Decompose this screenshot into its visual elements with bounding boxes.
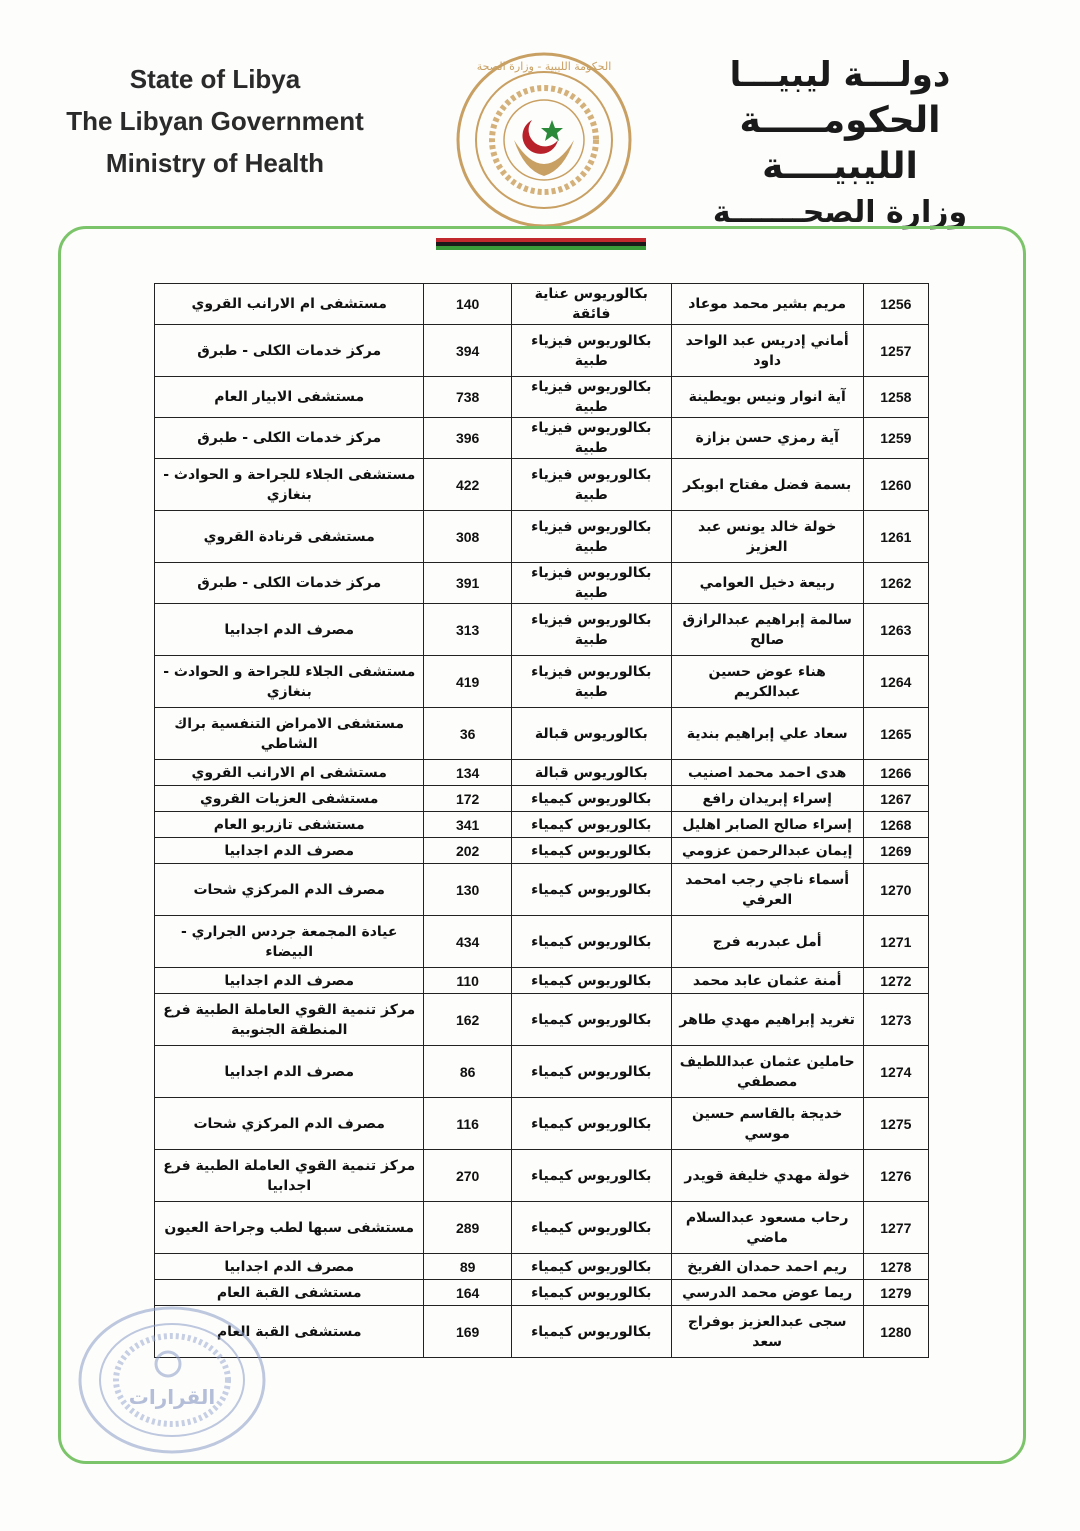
row-number: 1262	[863, 563, 928, 604]
row-degree: بكالوريوس فيزياء طبية	[511, 325, 671, 377]
row-degree: بكالوريوس كيمياء	[511, 864, 671, 916]
table-row	[155, 760, 929, 786]
row-score: 391	[424, 563, 511, 604]
row-degree: بكالوريوس فيزياء طبية	[511, 511, 671, 563]
row-score: 202	[424, 838, 511, 864]
row-name: سجى عبدالعزيز بوفراج سعد	[671, 1306, 863, 1358]
row-degree: بكالوريوس فيزياء طبية	[511, 418, 671, 459]
row-number: 1265	[863, 708, 928, 760]
row-place: مستشفى الابيار العام	[155, 377, 424, 418]
row-name: أمل عبدربه فرج	[671, 916, 863, 968]
header-arabic-line-1: دولـــة ليبيـــا	[729, 55, 951, 95]
row-degree: بكالوريوس كيمياء	[511, 1098, 671, 1150]
row-score: 140	[424, 284, 511, 325]
row-number: 1261	[863, 511, 928, 563]
row-name: حاملين عثمان عبداللطيف مصطفي	[671, 1046, 863, 1098]
row-degree: بكالوريوس كيمياء	[511, 1306, 671, 1358]
row-number: 1274	[863, 1046, 928, 1098]
table-row	[155, 812, 929, 838]
row-number: 1277	[863, 1202, 928, 1254]
row-place: مصرف الدم المركزي شحات	[155, 864, 424, 916]
table-row	[155, 511, 929, 563]
row-degree: بكالوريوس فيزياء طبية	[511, 563, 671, 604]
table-row	[155, 604, 929, 656]
table-row	[155, 1046, 929, 1098]
row-score: 169	[424, 1306, 511, 1358]
row-degree: بكالوريوس كيمياء	[511, 994, 671, 1046]
row-name: خولة خالد يونس عبد العزيز	[671, 511, 863, 563]
row-place: مستشفى العزيات القروي	[155, 786, 424, 812]
row-name: إسراء إبريدان رافع	[671, 786, 863, 812]
row-name: أسماء ناجي رجب امحمد العرفي	[671, 864, 863, 916]
row-place: مركز تنمية القوي العاملة الطبية فرع اجدابيا	[155, 1150, 424, 1202]
row-degree: بكالوريوس فيزياء طبية	[511, 377, 671, 418]
row-score: 341	[424, 812, 511, 838]
row-degree: بكالوريوس كيمياء	[511, 1202, 671, 1254]
row-number: 1279	[863, 1280, 928, 1306]
row-place: مستشفى ام الارانب القروي	[155, 760, 424, 786]
stamp-text: القرارات	[128, 1385, 216, 1409]
table-row	[155, 838, 929, 864]
row-name: آية انوار ونيس بويطينة	[671, 377, 863, 418]
row-name: ريما عوض محمد الدرسي	[671, 1280, 863, 1306]
row-place: مصرف الدم اجدابيا	[155, 1254, 424, 1280]
header-arabic-line-2: الحكومـــــة الليبيــــة	[739, 100, 941, 187]
row-number: 1271	[863, 916, 928, 968]
row-degree: بكالوريوس كيمياء	[511, 812, 671, 838]
row-number: 1280	[863, 1306, 928, 1358]
header-english	[60, 58, 370, 184]
row-score: 89	[424, 1254, 511, 1280]
row-number: 1257	[863, 325, 928, 377]
row-name: ريم احمد حمدان الفريخ	[671, 1254, 863, 1280]
row-score: 313	[424, 604, 511, 656]
row-degree: بكالوريوس فيزياء طبية	[511, 459, 671, 511]
row-place: مركز خدمات الكلى - طبرق	[155, 418, 424, 459]
table-row	[155, 656, 929, 708]
decisions-stamp-icon	[72, 1300, 272, 1460]
government-seal-icon	[452, 48, 636, 232]
header-english-line-3: Ministry of Health	[105, 148, 325, 178]
table-row	[155, 1254, 929, 1280]
row-score: 162	[424, 994, 511, 1046]
row-score: 394	[424, 325, 511, 377]
row-place: مستشفى الجلاء للجراحة و الحوادث - بنغازي	[155, 656, 424, 708]
row-score: 134	[424, 760, 511, 786]
row-score: 289	[424, 1202, 511, 1254]
row-place: مصرف الدم المركزي شحات	[155, 1098, 424, 1150]
table-row	[155, 1202, 929, 1254]
table-row	[155, 968, 929, 994]
row-place: مستشفى الجلاء للجراحة و الحوادث - بنغازي	[155, 459, 424, 511]
table-row	[155, 916, 929, 968]
row-score: 172	[424, 786, 511, 812]
row-score: 434	[424, 916, 511, 968]
table-row	[155, 377, 929, 418]
row-degree: بكالوريوس قبالة	[511, 708, 671, 760]
table-row	[155, 1098, 929, 1150]
row-name: أمنة عثمان عابد محمد	[671, 968, 863, 994]
header-english-line-2: The Libyan Government	[66, 106, 364, 136]
row-name: مريم بشير محمد موعاد	[671, 284, 863, 325]
seal-text: الحكومة الليبية - وزارة الصحة	[476, 60, 612, 73]
candidates-table	[154, 283, 929, 1358]
table-row	[155, 563, 929, 604]
row-place: مركز خدمات الكلى - طبرق	[155, 563, 424, 604]
row-place: مركز خدمات الكلى - طبرق	[155, 325, 424, 377]
row-degree: بكالوريوس كيمياء	[511, 1280, 671, 1306]
row-number: 1267	[863, 786, 928, 812]
table-row	[155, 1150, 929, 1202]
row-name: هناء عوض حسين عبدالكريم	[671, 656, 863, 708]
row-score: 308	[424, 511, 511, 563]
row-place: مصرف الدم اجدابيا	[155, 1046, 424, 1098]
row-degree: بكالوريوس كيمياء	[511, 838, 671, 864]
row-number: 1278	[863, 1254, 928, 1280]
table-row	[155, 708, 929, 760]
row-name: رحاب مسعود عبدالسلام ماضي	[671, 1202, 863, 1254]
row-score: 164	[424, 1280, 511, 1306]
row-number: 1263	[863, 604, 928, 656]
row-number: 1264	[863, 656, 928, 708]
row-score: 396	[424, 418, 511, 459]
row-place: مصرف الدم اجدابيا	[155, 838, 424, 864]
table-row	[155, 459, 929, 511]
row-name: تغريد إبراهيم مهدي طاهر	[671, 994, 863, 1046]
row-score: 270	[424, 1150, 511, 1202]
header-english-line-1: State of Libya	[129, 64, 301, 94]
row-place: مستشفى ام الارانب القروي	[155, 284, 424, 325]
row-number: 1272	[863, 968, 928, 994]
row-degree: بكالوريوس كيمياء	[511, 1046, 671, 1098]
row-place: مركز تنمية القوي العاملة الطبية فرع المنطقة الجنوبية	[155, 994, 424, 1046]
row-score: 422	[424, 459, 511, 511]
table-row	[155, 994, 929, 1046]
row-number: 1269	[863, 838, 928, 864]
row-number: 1270	[863, 864, 928, 916]
row-score: 116	[424, 1098, 511, 1150]
row-number: 1259	[863, 418, 928, 459]
row-degree: بكالوريوس كيمياء	[511, 1254, 671, 1280]
row-degree: بكالوريوس قبالة	[511, 760, 671, 786]
row-number: 1256	[863, 284, 928, 325]
row-place: مستشفى الامراض التنفسية براك الشاطي	[155, 708, 424, 760]
row-place: مصرف الدم اجدابيا	[155, 968, 424, 994]
row-degree: بكالوريوس فيزياء طبية	[511, 604, 671, 656]
table-row	[155, 284, 929, 325]
row-degree: بكالوريوس كيمياء	[511, 786, 671, 812]
row-name: سعاد علي إبراهيم بندية	[671, 708, 863, 760]
row-score: 36	[424, 708, 511, 760]
table-row	[155, 786, 929, 812]
row-score: 110	[424, 968, 511, 994]
row-name: إسراء صالح الصابر اهليل	[671, 812, 863, 838]
row-place: عيادة المجمعة جردس الجراري - البيضاء	[155, 916, 424, 968]
row-degree: بكالوريوس كيمياء	[511, 916, 671, 968]
row-place: مستشفى تازربو العام	[155, 812, 424, 838]
row-name: خولة مهدي خليفة قويدر	[671, 1150, 863, 1202]
row-place: مستشفى سبها لطب وجراحة العيون	[155, 1202, 424, 1254]
row-name: ربيعة دخيل العوامي	[671, 563, 863, 604]
row-place: مستشفى القبة العام	[155, 1306, 424, 1358]
row-degree: بكالوريوس كيمياء	[511, 1150, 671, 1202]
row-name: سالمة إبراهيم عبدالرازق صالح	[671, 604, 863, 656]
row-name: أماني إدريس عبد الواحد داود	[671, 325, 863, 377]
row-number: 1276	[863, 1150, 928, 1202]
row-number: 1275	[863, 1098, 928, 1150]
row-name: هدى احمد محمد اصنيب	[671, 760, 863, 786]
table-row	[155, 864, 929, 916]
row-score: 130	[424, 864, 511, 916]
row-name: بسمة فضل مفتاح ابوبكر	[671, 459, 863, 511]
row-number: 1273	[863, 994, 928, 1046]
row-place: مستشفى القبة العام	[155, 1280, 424, 1306]
table-row	[155, 418, 929, 459]
row-place: مصرف الدم اجدابيا	[155, 604, 424, 656]
row-number: 1260	[863, 459, 928, 511]
row-number: 1258	[863, 377, 928, 418]
header-arabic-line-3: وزارة الصحـــــــة	[712, 195, 968, 230]
row-score: 419	[424, 656, 511, 708]
row-degree: بكالوريوس عناية فائقة	[511, 284, 671, 325]
row-name: إيمان عبدالرحمن عزومي	[671, 838, 863, 864]
row-number: 1266	[863, 760, 928, 786]
row-name: خديجة بالقاسم حسين موسي	[671, 1098, 863, 1150]
row-degree: بكالوريوس كيمياء	[511, 968, 671, 994]
row-score: 86	[424, 1046, 511, 1098]
row-degree: بكالوريوس فيزياء طبية	[511, 656, 671, 708]
row-score: 738	[424, 377, 511, 418]
row-place: مستشفى قرنادة القروي	[155, 511, 424, 563]
table-row	[155, 325, 929, 377]
row-number: 1268	[863, 812, 928, 838]
header-arabic	[690, 52, 990, 236]
row-name: آية رمزي حسن بزازة	[671, 418, 863, 459]
